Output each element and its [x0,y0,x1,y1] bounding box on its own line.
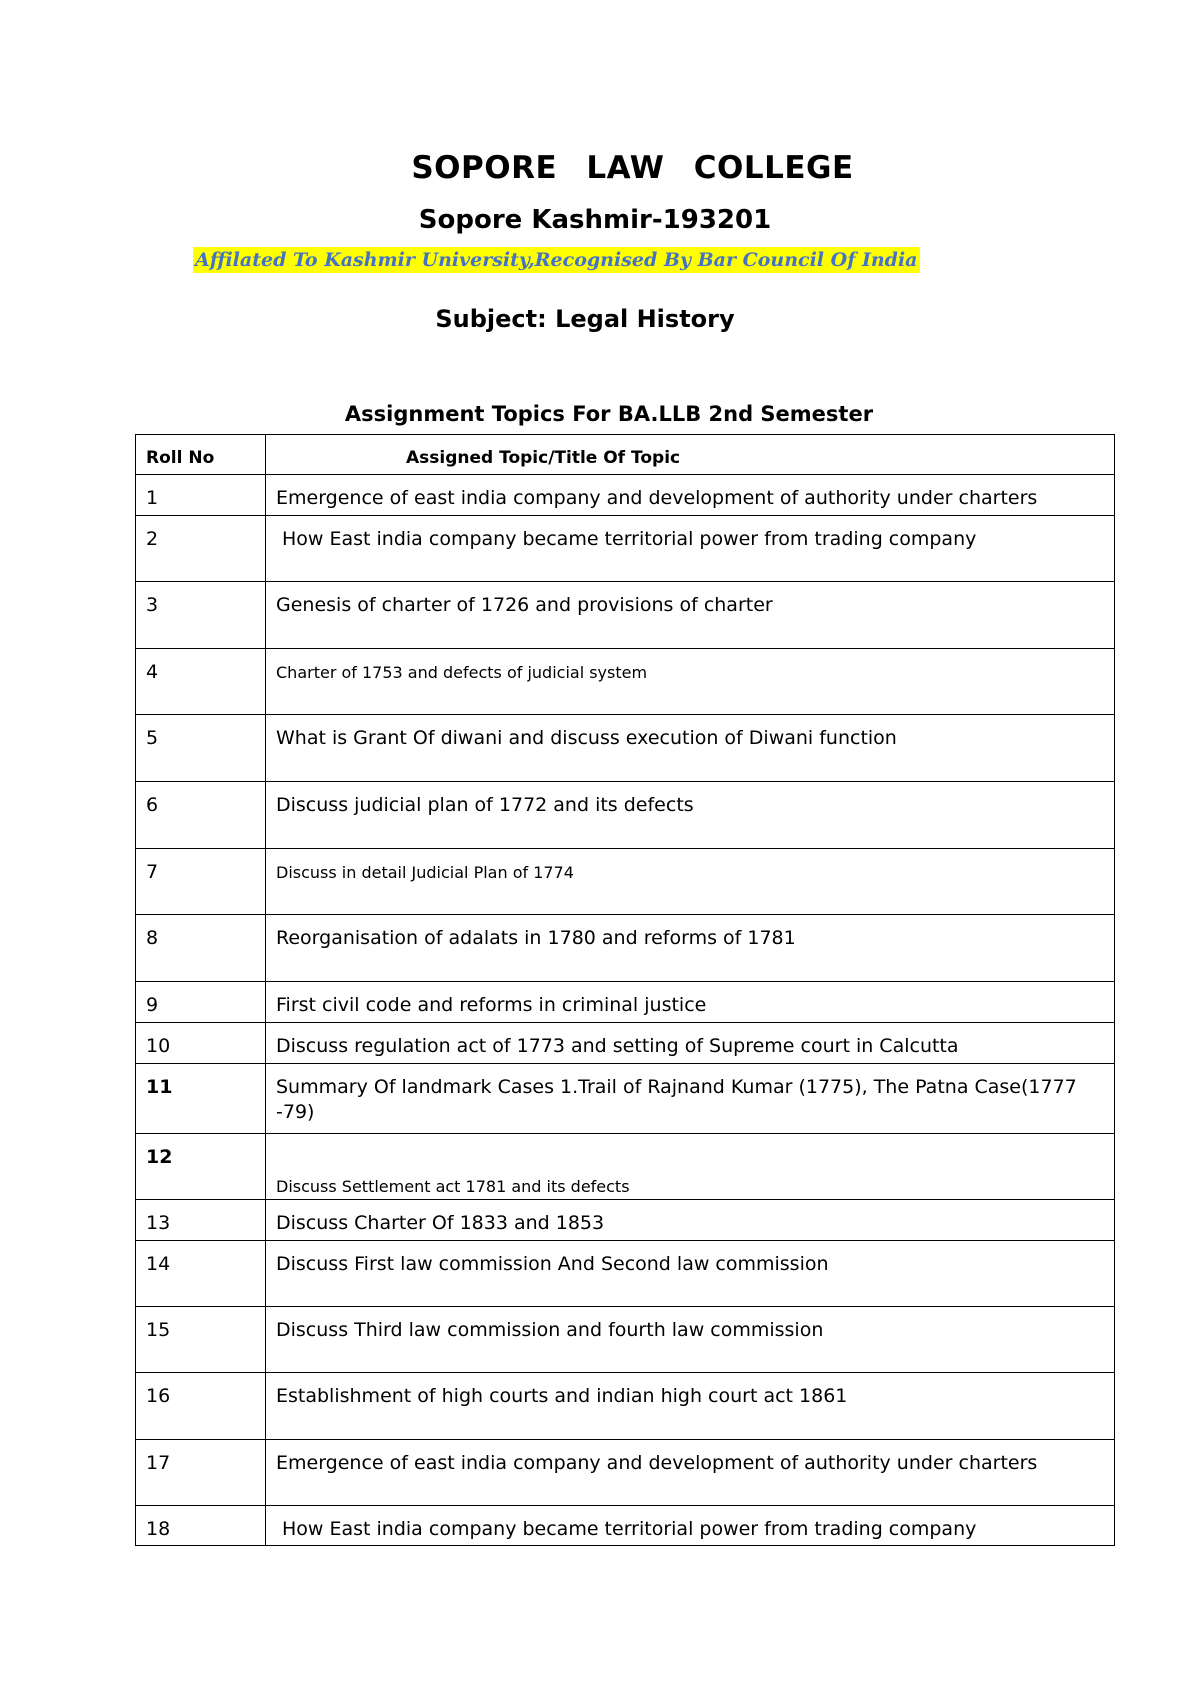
table-row [136,915,1115,982]
topic-cell: Discuss regulation act of 1773 and setting of Supreme court in Calcutta [266,1023,1115,1064]
roll-number: 18 [136,1506,266,1546]
table-row [136,516,1115,582]
topic-cell: How East india company became territorial power from trading company [266,1506,1115,1546]
table-row [136,475,1115,516]
column-header-roll: Roll No [136,435,266,475]
table-row [136,1241,1115,1307]
table-row [136,715,1115,782]
assignment-table [135,434,1115,1546]
topic-cell: Discuss Third law commission and fourth law commission [266,1307,1115,1373]
topic-cell: Discuss Charter Of 1833 and 1853 [266,1200,1115,1241]
topic-cell: How East india company became territorial power from trading company [266,516,1115,582]
table-row [136,1200,1115,1241]
table-header-row [136,435,1115,475]
topic-cell: Emergence of east india company and development of authority under charters [266,1440,1115,1506]
topic-cell: Discuss in detail Judicial Plan of 1774 [266,849,1115,915]
subject-title: Subject: Legal History [435,305,735,333]
table-row [136,1440,1115,1506]
topic-cell: Discuss First law commission And Second law commission [266,1241,1115,1307]
roll-number: 6 [136,782,266,849]
college-address: Sopore Kashmir-193201 [418,205,772,235]
topic-cell: Summary Of landmark Cases 1.Trail of Rajnand Kumar (1775), The Patna Case(1777 -79) [266,1064,1115,1134]
college-name: SOPORE LAW COLLEGE [411,150,854,186]
table-row [136,982,1115,1023]
roll-number: 12 [136,1134,266,1200]
topic-cell: First civil code and reforms in criminal justice [266,982,1115,1023]
table-row [136,1023,1115,1064]
roll-number: 3 [136,582,266,649]
table-row [136,649,1115,715]
table-row [136,1307,1115,1373]
table-caption: Assignment Topics For BA.LLB 2nd Semester [344,402,874,426]
roll-number: 1 [136,475,266,516]
roll-number: 7 [136,849,266,915]
topic-cell: Genesis of charter of 1726 and provisions of charter [266,582,1115,649]
table-row [136,582,1115,649]
roll-number: 16 [136,1373,266,1440]
roll-number: 5 [136,715,266,782]
roll-number: 9 [136,982,266,1023]
roll-number: 10 [136,1023,266,1064]
table-row [136,1506,1115,1546]
column-header-topic: Assigned Topic/Title Of Topic [266,435,1115,475]
topic-cell: What is Grant Of diwani and discuss execution of Diwani function [266,715,1115,782]
roll-number: 8 [136,915,266,982]
roll-number: 4 [136,649,266,715]
topic-cell: Charter of 1753 and defects of judicial system [266,649,1115,715]
roll-number: 2 [136,516,266,582]
roll-number: 17 [136,1440,266,1506]
roll-number: 15 [136,1307,266,1373]
roll-number: 14 [136,1241,266,1307]
topic-cell: Discuss Settlement act 1781 and its defects [266,1134,1115,1200]
roll-number: 11 [136,1064,266,1134]
table-row [136,1064,1115,1134]
topic-cell: Discuss judicial plan of 1772 and its defects [266,782,1115,849]
table-row [136,849,1115,915]
table-row [136,782,1115,849]
topic-cell: Emergence of east india company and development of authority under charters [266,475,1115,516]
table-row [136,1134,1115,1200]
table-row [136,1373,1115,1440]
topic-cell: Reorganisation of adalats in 1780 and reforms of 1781 [266,915,1115,982]
topic-cell: Establishment of high courts and indian high court act 1861 [266,1373,1115,1440]
affiliation-line: Affilated To Kashmir University,Recognised By Bar Council Of India [195,249,918,271]
roll-number: 13 [136,1200,266,1241]
